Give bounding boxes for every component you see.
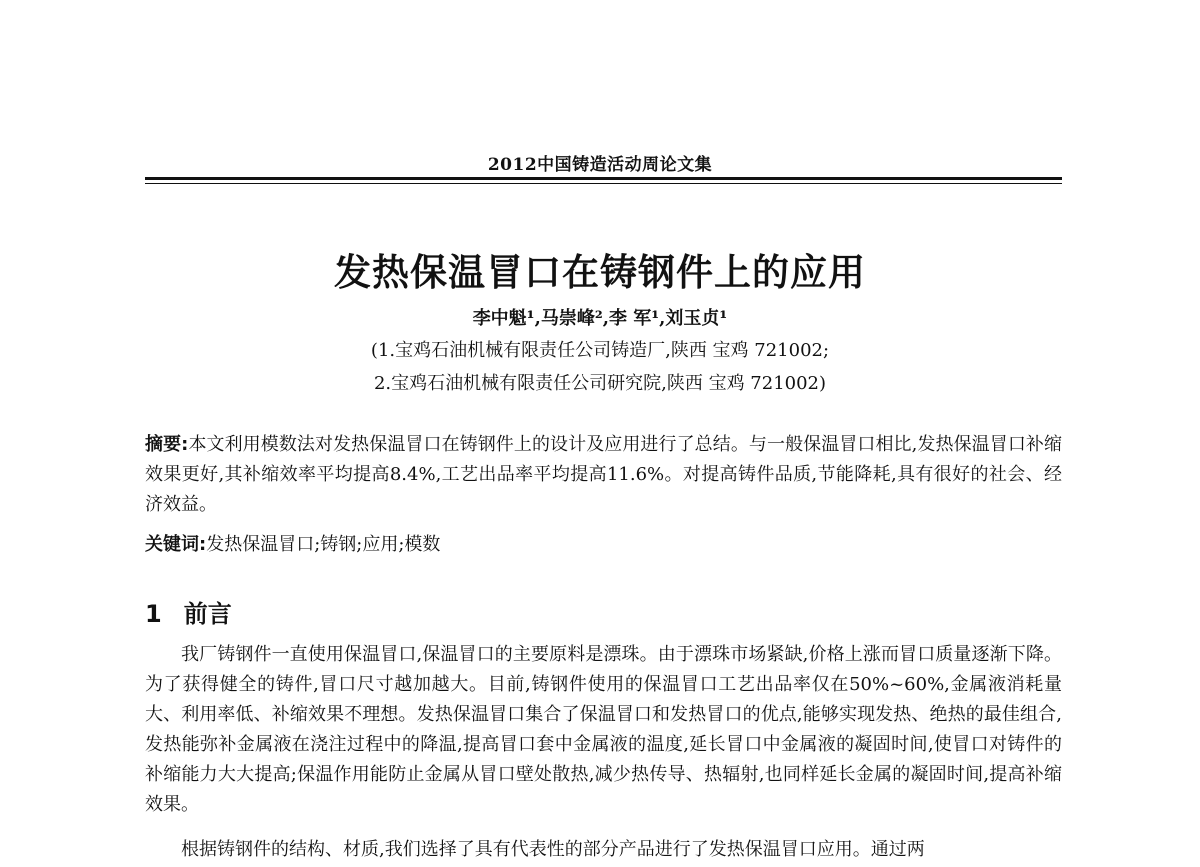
keywords-label: 关键词: (145, 534, 207, 555)
abstract-label: 摘要: (145, 434, 189, 455)
affiliation-2: 2.宝鸡石油机械有限责任公司研究院,陕西 宝鸡 721002) (373, 373, 827, 394)
header-rule-thin (145, 183, 1062, 184)
keywords-text: 发热保温冒口;铸钢;应用;模数 (206, 534, 441, 555)
keywords (145, 530, 1062, 560)
section-title: 前言 (183, 600, 232, 628)
abstract (145, 430, 1062, 520)
affiliation-1: (1.宝鸡石油机械有限责任公司铸造厂,陕西 宝鸡 721002; (370, 340, 830, 361)
running-header: 2012中国铸造活动周论文集 (487, 155, 713, 175)
paper-title: 发热保温冒口在铸钢件上的应用 (334, 251, 866, 294)
header-rule-thick (145, 177, 1062, 180)
section-number: 1 (145, 600, 162, 628)
body-paragraph-1: 我厂铸钢件一直使用保温冒口,保温冒口的主要原料是漂珠。由于漂珠市场紧缺,价格上涨而冒口质量逐渐下降。为了获得健全的铸件,冒口尺寸越加越大。目前,铸钢件使用的保温冒口工艺出品率仅在50%~60%,金属液消耗量大、利用率低、补缩效果不理想。发热保温冒口集合了保温冒口和发热冒口的优点,能够实现发热、绝热的最佳组合,发热能弥补金属液在浇注过程中的降温,提高冒口套中金属液的温度,延长冒口中金属液的凝固时间,使冒口对铸件的补缩能力大大提高;保温作用能防止金属从冒口壁处散热,减少热传导、热辐射,也同样延长金属的凝固时间,提高补缩效果。 (145, 644, 1062, 815)
abstract-text: 本文利用模数法对发热保温冒口在铸钢件上的设计及应用进行了总结。与一般保温冒口相比,发热保温冒口补缩效果更好,其补缩效率平均提高8.4%,工艺出品率平均提高11.6%。对提高铸件品质,节能降耗,具有很好的社会、经济效益。 (145, 434, 1062, 515)
body-paragraph-2: 根据铸钢件的结构、材质,我们选择了具有代表性的部分产品进行了发热保温冒口应用。通过两 (181, 839, 925, 860)
author-list: 李中魁¹,马崇峰²,李 军¹,刘玉贞¹ (472, 308, 728, 329)
section-heading (145, 594, 232, 629)
